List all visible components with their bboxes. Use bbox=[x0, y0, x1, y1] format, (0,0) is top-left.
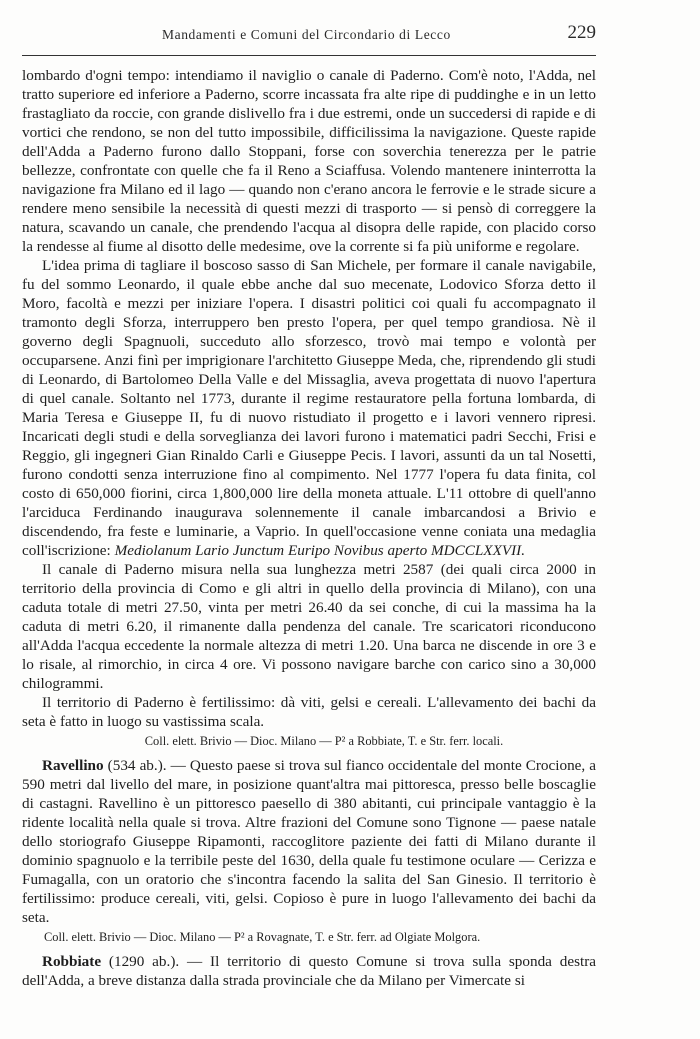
paragraph-canale-paderno: lombardo d'ogni tempo: intendiamo il naviglio o canale di Paderno. Com'è noto, l'Adda, nel tratto superiore ed inferiore a Paderno, scorre incassata fra alte ripe di puddinghe e in un letto frastagliato da roccie, con grande dislivello fra i due estremi, onde un succedersi di rapide e di vortici che rendono, se non del tutto impossibile, difficilissima la navigazione. Queste rapide dell'Adda a Paderno furono dallo Stoppani, forse con soverchia tenerezza per le patrie bellezze, confrontate con quelle che fa il Reno a Sciaffusa. Volendo mantenere ininterrotta la navigazione fra Milano ed il lago — quando non c'erano ancora le ferrovie e le strade sicure a rendere meno sensibile la necessità di questi mezzi di trasporto — si pensò di correggere la natura, scavando un canale, che prendendo l'acqua al disopra delle rapide, con placido corso la rendesse al fiume al disotto delle medesime, ove la corrente si fa più uniforme e regolare. bbox=[22, 67, 596, 255]
entry-robbiate bbox=[22, 952, 596, 990]
running-title: Mandamenti e Comuni del Circondario di Lecco bbox=[162, 27, 451, 42]
entry-text-robbiate: — Il territorio di questo Comune si trova sulla sponda destra dell'Adda, a breve distanza dalla strada provinciale che da Milano per Vimercate si bbox=[22, 953, 597, 989]
entry-name-robbiate: Robbiate bbox=[42, 953, 102, 970]
paragraph-storia-canale bbox=[22, 256, 596, 560]
paragraph-territorio-paderno: Il territorio di Paderno è fertilissimo: dà viti, gelsi e cereali. L'allevamento dei bachi da seta è fatto in luogo su vastissima scala. bbox=[22, 694, 596, 730]
page-number: 229 bbox=[567, 22, 596, 43]
paragraph-misure-canale: Il canale di Paderno misura nella sua lunghezza metri 2587 (dei quali circa 2000 in territorio della provincia di Como e gli altri in quello della provincia di Milano), con una caduta totale di metri 27.50, vinta per metri 26.40 da sei conche, di cui la massima ha la caduta di metri 6.20, il rimanente dalla pendenza del canale. Tre scaricatori riconducono all'Adda l'acqua eccedente la normale altezza di metri 1.20. Una barca ne discende in ore 3 e lo risale, al rimorchio, in circa 4 ore. Vi possono navigare barche con carico sino a 30,000 chilogrammi. bbox=[22, 561, 596, 692]
entry-text-ravellino: — Questo paese si trova sul fianco occidentale del monte Crocione, a 590 metri dal livello del mare, in posizione quant'altra mai pittoresca, presso belle boscaglie di castagni. Ravellino è un pittoresco paesello di 380 abitanti, cui principale vantaggio è la ridente località nella quale si trova. Altre frazioni del Comune sono Tignone — paese natale dello storiografo Giuseppe Ripamonti, raccoglitore paziente dei fatti di Milano durante il dominio spagnuolo e la terribile peste del 1630, della quale fu testimone oculare — Cerizza e Fumagalla, con un oratorio che s'incontra facendo la salita del San Ginesio. Il territorio è fertilissimo: produce cereali, viti, gelsi. Copioso è pure in luogo l'allevamento dei bachi da seta. bbox=[22, 757, 597, 926]
running-header bbox=[22, 22, 596, 46]
page-body bbox=[22, 66, 596, 990]
coll-elett-ravellino: Coll. elett. Brivio — Dioc. Milano — P² a Rovagnate, T. e Str. ferr. ad Olgiate Molgora. bbox=[44, 930, 481, 944]
coll-elett-paderno: Coll. elett. Brivio — Dioc. Milano — P² a Robbiate, T. e Str. ferr. locali. bbox=[144, 734, 504, 748]
entry-name-ravellino: Ravellino bbox=[42, 757, 104, 774]
population-ravellino: (534 ab.). bbox=[107, 757, 167, 774]
header-rule bbox=[22, 55, 596, 56]
population-robbiate: (1290 ab.). bbox=[108, 953, 180, 970]
entry-ravellino bbox=[22, 756, 596, 927]
paragraph-storia-text: L'idea prima di tagliare il boscoso sasso di San Michele, per formare il canale navigabile, fu del sommo Leonardo, il quale ebbe anche dal suo mecenate, Lodovico Sforza detto il Moro, facoltà e mezzi per iniziare l'opera. I disastri politici coi quali fu accompagnato il tramonto degli Sforza, interruppero ben presto l'opera, per quel tempo grandiosa. Nè il governo degli Spagnuoli, succeduto allo sforzesco, trovò mai tempo e volontà per occuparsene. Anzi finì per imprigionare l'architetto Giuseppe Meda, che, riprendendo gli studi di Leonardo, di Bartolomeo Della Valle e del Missaglia, aveva progettata di nuovo l'apertura di quel canale. Soltanto nel 1773, durante il regime restauratore pella fortuna lombarda, di Maria Teresa e Giuseppe II, fu di nuovo ristudiato il progetto e i lavori vennero ripresi. Incaricati degli studi e della sorveglianza dei lavori furono i matematici padri Secchi, Frisi e Reggio, gli ingegneri Gian Rinaldo Carli e Giuseppe Pecis. I lavori, assunti da un tal Nosetti, furono condotti senza interruzione fino al compimento. Nel 1777 l'opera fu data finita, col costo di 650,000 fiorini, circa 1,800,000 lire della moneta attuale. L'11 ottobre di quell'anno l'arciduca Ferdinando inaugurava solennemente il canale imbarcandosi a Brivio e discendendo, fra feste e luminarie, a Vaprio. In quell'occasione venne coniata una medaglia coll'iscrizione: bbox=[22, 257, 596, 559]
medal-inscription: Mediolanum Lario Junctum Euripo Novibus aperto MDCCLXXVII. bbox=[114, 542, 526, 559]
